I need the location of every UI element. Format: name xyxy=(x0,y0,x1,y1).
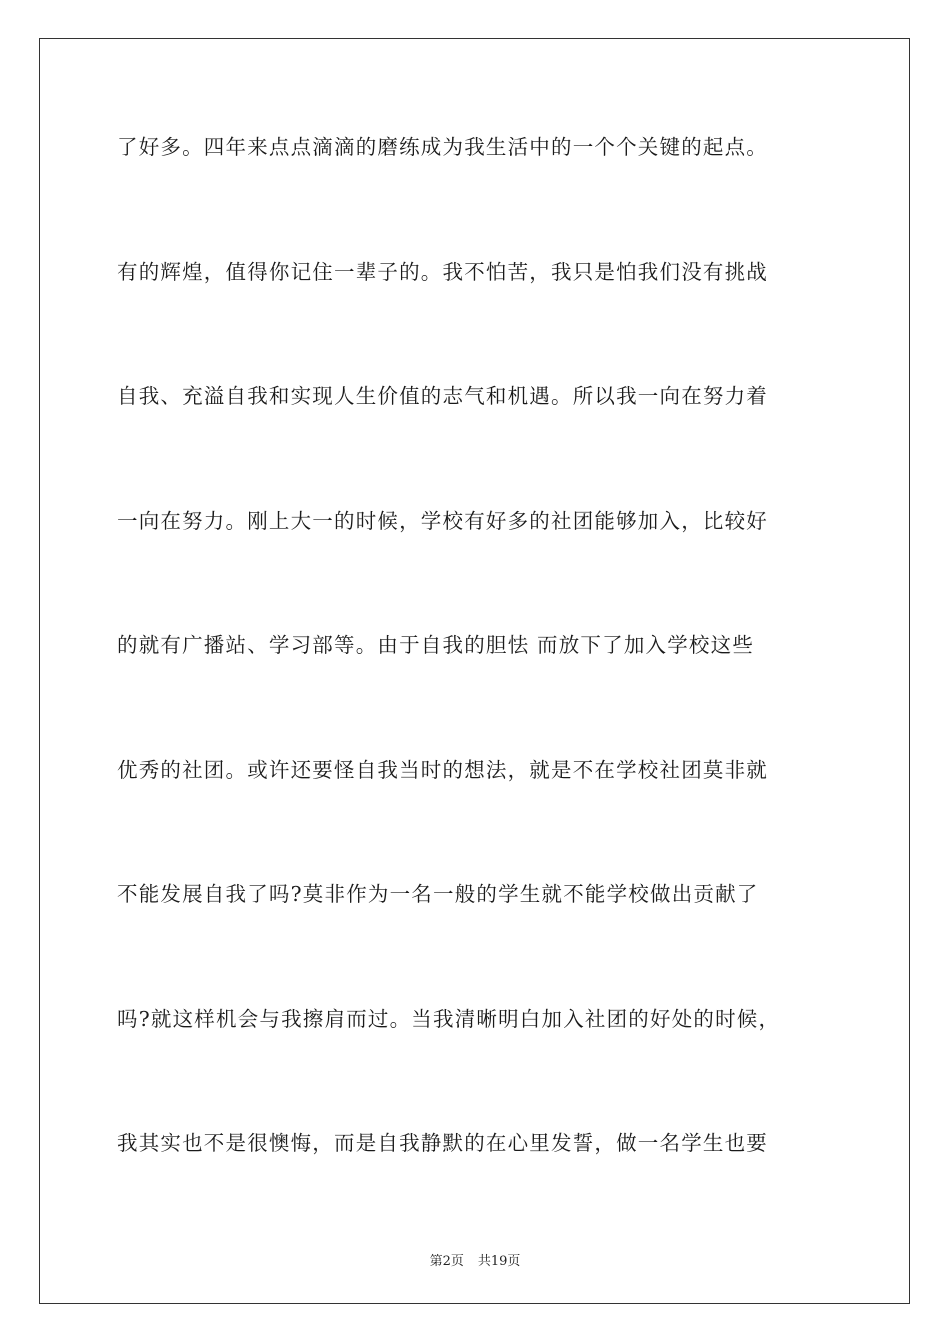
text-line: 我其实也不是很懊悔，而是自我静默的在心里发誓，做一名学生也要 xyxy=(117,1131,768,1155)
text-line: 有的辉煌，值得你记住一辈子的。我不怕苦，我只是怕我们没有挑战 xyxy=(117,259,768,284)
text-line: 自我、充溢自我和实现人生价值的志气和机遇。所以我一向在努力着 xyxy=(117,384,768,408)
text-line: 不能发展自我了吗?莫非作为一名一般的学生就不能学校做出贡献了 xyxy=(117,882,759,906)
document-body xyxy=(117,134,835,1255)
total-pages: 共19页 xyxy=(477,1254,521,1269)
text-line: 了好多。四年来点点滴滴的磨练成为我生活中的一个个关键的起点。 xyxy=(117,135,768,159)
text-line: 的就有广播站、学习部等。由于自我的胆怯 而放下了加入学校这些 xyxy=(117,633,755,657)
text-line: 优秀的社团。或许还要怪自我当时的想法，就是不在学校社团莫非就 xyxy=(117,757,768,782)
text-line: 吗?就这样机会与我擦肩而过。当我清晰明白加入社团的好处的时候， xyxy=(117,1006,781,1031)
page-number: 第2页 xyxy=(429,1254,464,1269)
text-line: 一向在努力。刚上大一的时候，学校有好多的社团能够加入，比较好 xyxy=(117,508,768,533)
page-footer xyxy=(0,1250,950,1269)
